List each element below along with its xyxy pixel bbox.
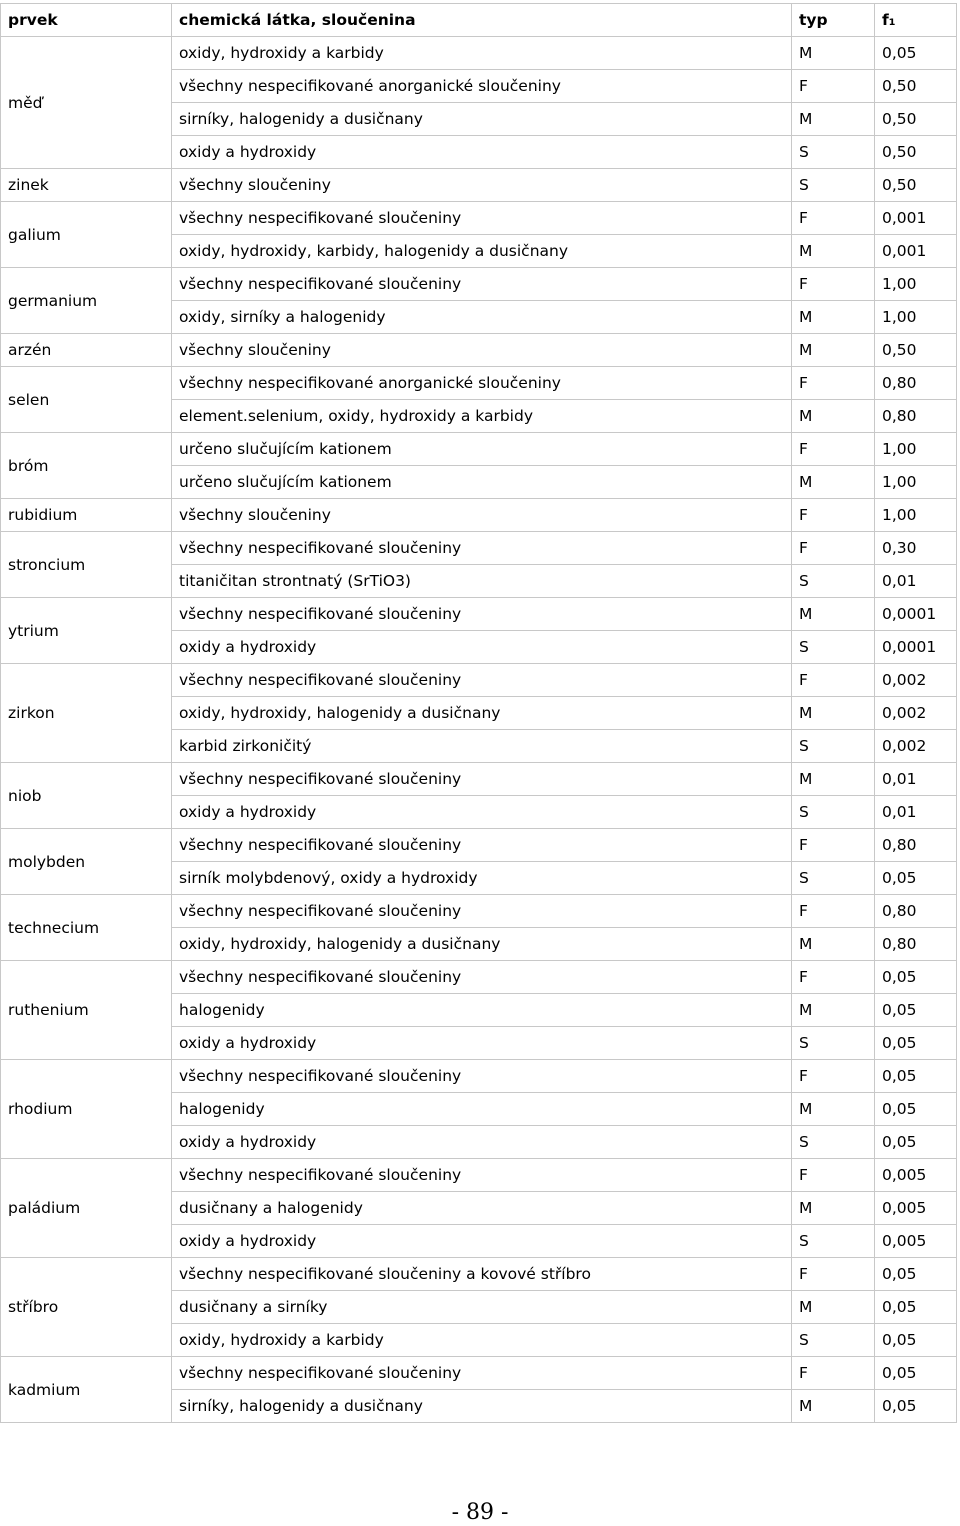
- compound-cell: všechny sloučeniny: [172, 499, 792, 532]
- element-cell: arzén: [1, 334, 172, 367]
- type-cell: M: [792, 1291, 875, 1324]
- compound-table: [0, 3, 957, 1423]
- factor-cell: 0,50: [875, 103, 957, 136]
- element-cell: germanium: [1, 268, 172, 334]
- type-cell: F: [792, 1258, 875, 1291]
- compound-cell: oxidy, hydroxidy, halogenidy a dusičnany: [172, 928, 792, 961]
- factor-cell: 1,00: [875, 466, 957, 499]
- type-cell: M: [792, 994, 875, 1027]
- factor-cell: 0,005: [875, 1225, 957, 1258]
- type-cell: M: [792, 1390, 875, 1423]
- factor-cell: 0,50: [875, 70, 957, 103]
- compound-cell: všechny nespecifikované sloučeniny: [172, 532, 792, 565]
- factor-cell: 0,05: [875, 37, 957, 70]
- element-cell: stříbro: [1, 1258, 172, 1357]
- compound-cell: všechny nespecifikované sloučeniny: [172, 1357, 792, 1390]
- type-cell: M: [792, 598, 875, 631]
- compound-cell: oxidy a hydroxidy: [172, 1225, 792, 1258]
- type-cell: F: [792, 433, 875, 466]
- type-cell: M: [792, 1192, 875, 1225]
- factor-cell: 0,80: [875, 400, 957, 433]
- compound-cell: sirníky, halogenidy a dusičnany: [172, 1390, 792, 1423]
- compound-cell: určeno slučujícím kationem: [172, 466, 792, 499]
- factor-cell: 0,0001: [875, 598, 957, 631]
- element-cell: kadmium: [1, 1357, 172, 1423]
- table-row: [1, 961, 957, 994]
- factor-cell: 0,05: [875, 1291, 957, 1324]
- factor-cell: 0,01: [875, 763, 957, 796]
- compound-cell: halogenidy: [172, 1093, 792, 1126]
- factor-cell: 0,50: [875, 169, 957, 202]
- header-element: prvek: [1, 4, 172, 37]
- type-cell: F: [792, 532, 875, 565]
- type-cell: S: [792, 1225, 875, 1258]
- factor-cell: 0,05: [875, 994, 957, 1027]
- factor-cell: 0,05: [875, 1093, 957, 1126]
- table-row: [1, 1258, 957, 1291]
- type-cell: S: [792, 796, 875, 829]
- type-cell: F: [792, 664, 875, 697]
- type-cell: M: [792, 400, 875, 433]
- type-cell: M: [792, 301, 875, 334]
- factor-cell: 0,002: [875, 697, 957, 730]
- table-body: [1, 37, 957, 1423]
- table-row: [1, 598, 957, 631]
- type-cell: M: [792, 466, 875, 499]
- factor-cell: 0,005: [875, 1192, 957, 1225]
- element-cell: ruthenium: [1, 961, 172, 1060]
- factor-cell: 0,50: [875, 334, 957, 367]
- table-row: [1, 367, 957, 400]
- compound-cell: sirníky, halogenidy a dusičnany: [172, 103, 792, 136]
- compound-cell: oxidy, sirníky a halogenidy: [172, 301, 792, 334]
- type-cell: M: [792, 37, 875, 70]
- type-cell: S: [792, 1126, 875, 1159]
- factor-cell: 0,80: [875, 367, 957, 400]
- table-row: [1, 334, 957, 367]
- element-cell: ytrium: [1, 598, 172, 664]
- type-cell: S: [792, 1324, 875, 1357]
- type-cell: M: [792, 334, 875, 367]
- compound-cell: všechny nespecifikované sloučeniny: [172, 664, 792, 697]
- compound-cell: oxidy a hydroxidy: [172, 796, 792, 829]
- factor-cell: 0,001: [875, 202, 957, 235]
- type-cell: S: [792, 565, 875, 598]
- header-row: [1, 4, 957, 37]
- element-cell: stroncium: [1, 532, 172, 598]
- table-row: [1, 169, 957, 202]
- compound-cell: oxidy a hydroxidy: [172, 1027, 792, 1060]
- type-cell: F: [792, 1159, 875, 1192]
- type-cell: S: [792, 169, 875, 202]
- type-cell: F: [792, 268, 875, 301]
- compound-cell: všechny nespecifikované sloučeniny: [172, 202, 792, 235]
- table-row: [1, 1060, 957, 1093]
- compound-cell: halogenidy: [172, 994, 792, 1027]
- compound-cell: všechny nespecifikované sloučeniny: [172, 1159, 792, 1192]
- compound-cell: oxidy a hydroxidy: [172, 136, 792, 169]
- type-cell: M: [792, 1093, 875, 1126]
- header-factor: f₁: [875, 4, 957, 37]
- factor-cell: 0,002: [875, 664, 957, 697]
- type-cell: F: [792, 829, 875, 862]
- element-cell: rubidium: [1, 499, 172, 532]
- compound-cell: všechny nespecifikované sloučeniny: [172, 829, 792, 862]
- compound-cell: titaničitan strontnatý (SrTiO3): [172, 565, 792, 598]
- table-row: [1, 532, 957, 565]
- element-cell: paládium: [1, 1159, 172, 1258]
- page-number: - 89 -: [451, 1500, 509, 1525]
- type-cell: F: [792, 961, 875, 994]
- type-cell: F: [792, 367, 875, 400]
- compound-cell: všechny nespecifikované sloučeniny: [172, 961, 792, 994]
- table-row: [1, 664, 957, 697]
- factor-cell: 0,05: [875, 1258, 957, 1291]
- header-compound: chemická látka, sloučenina: [172, 4, 792, 37]
- compound-cell: karbid zirkoničitý: [172, 730, 792, 763]
- type-cell: S: [792, 136, 875, 169]
- table-row: [1, 895, 957, 928]
- factor-cell: 0,05: [875, 1027, 957, 1060]
- type-cell: F: [792, 1060, 875, 1093]
- element-cell: galium: [1, 202, 172, 268]
- factor-cell: 0,01: [875, 565, 957, 598]
- element-cell: zirkon: [1, 664, 172, 763]
- factor-cell: 0,05: [875, 862, 957, 895]
- factor-cell: 0,80: [875, 928, 957, 961]
- table-row: [1, 829, 957, 862]
- compound-cell: oxidy, hydroxidy, halogenidy a dusičnany: [172, 697, 792, 730]
- factor-cell: 0,50: [875, 136, 957, 169]
- factor-cell: 0,001: [875, 235, 957, 268]
- element-cell: niob: [1, 763, 172, 829]
- type-cell: F: [792, 499, 875, 532]
- factor-cell: 1,00: [875, 301, 957, 334]
- factor-cell: 0,01: [875, 796, 957, 829]
- compound-cell: všechny nespecifikované sloučeniny: [172, 598, 792, 631]
- type-cell: F: [792, 202, 875, 235]
- compound-cell: všechny nespecifikované sloučeniny a kovové stříbro: [172, 1258, 792, 1291]
- table-row: [1, 202, 957, 235]
- table-row: [1, 37, 957, 70]
- type-cell: S: [792, 730, 875, 763]
- factor-cell: 0,05: [875, 1357, 957, 1390]
- table-row: [1, 433, 957, 466]
- compound-cell: dusičnany a halogenidy: [172, 1192, 792, 1225]
- type-cell: M: [792, 103, 875, 136]
- factor-cell: 0,005: [875, 1159, 957, 1192]
- type-cell: F: [792, 70, 875, 103]
- element-cell: technecium: [1, 895, 172, 961]
- compound-cell: oxidy, hydroxidy, karbidy, halogenidy a dusičnany: [172, 235, 792, 268]
- element-cell: měď: [1, 37, 172, 169]
- element-cell: selen: [1, 367, 172, 433]
- table-row: [1, 499, 957, 532]
- type-cell: S: [792, 1027, 875, 1060]
- compound-cell: element.selenium, oxidy, hydroxidy a karbidy: [172, 400, 792, 433]
- factor-cell: 1,00: [875, 268, 957, 301]
- compound-cell: všechny sloučeniny: [172, 169, 792, 202]
- element-cell: zinek: [1, 169, 172, 202]
- compound-cell: určeno slučujícím kationem: [172, 433, 792, 466]
- table-row: [1, 268, 957, 301]
- factor-cell: 1,00: [875, 433, 957, 466]
- factor-cell: 0,80: [875, 895, 957, 928]
- type-cell: M: [792, 697, 875, 730]
- compound-cell: všechny nespecifikované sloučeniny: [172, 1060, 792, 1093]
- compound-table-container: [0, 3, 956, 1423]
- compound-cell: všechny sloučeniny: [172, 334, 792, 367]
- factor-cell: 0,30: [875, 532, 957, 565]
- compound-cell: všechny nespecifikované anorganické sloučeniny: [172, 367, 792, 400]
- element-cell: bróm: [1, 433, 172, 499]
- factor-cell: 0,05: [875, 1060, 957, 1093]
- compound-cell: oxidy a hydroxidy: [172, 1126, 792, 1159]
- table-row: [1, 1357, 957, 1390]
- factor-cell: 0,0001: [875, 631, 957, 664]
- type-cell: S: [792, 631, 875, 664]
- type-cell: M: [792, 763, 875, 796]
- compound-cell: oxidy, hydroxidy a karbidy: [172, 1324, 792, 1357]
- type-cell: S: [792, 862, 875, 895]
- factor-cell: 1,00: [875, 499, 957, 532]
- factor-cell: 0,05: [875, 1390, 957, 1423]
- type-cell: F: [792, 895, 875, 928]
- header-type: typ: [792, 4, 875, 37]
- type-cell: M: [792, 235, 875, 268]
- element-cell: rhodium: [1, 1060, 172, 1159]
- factor-cell: 0,05: [875, 1126, 957, 1159]
- compound-cell: všechny nespecifikované sloučeniny: [172, 895, 792, 928]
- table-row: [1, 1159, 957, 1192]
- factor-cell: 0,80: [875, 829, 957, 862]
- compound-cell: všechny nespecifikované sloučeniny: [172, 268, 792, 301]
- compound-cell: všechny nespecifikované sloučeniny: [172, 763, 792, 796]
- factor-cell: 0,05: [875, 961, 957, 994]
- factor-cell: 0,05: [875, 1324, 957, 1357]
- compound-cell: oxidy, hydroxidy a karbidy: [172, 37, 792, 70]
- compound-cell: všechny nespecifikované anorganické sloučeniny: [172, 70, 792, 103]
- type-cell: F: [792, 1357, 875, 1390]
- table-row: [1, 763, 957, 796]
- compound-cell: dusičnany a sirníky: [172, 1291, 792, 1324]
- type-cell: M: [792, 928, 875, 961]
- factor-cell: 0,002: [875, 730, 957, 763]
- compound-cell: sirník molybdenový, oxidy a hydroxidy: [172, 862, 792, 895]
- compound-cell: oxidy a hydroxidy: [172, 631, 792, 664]
- element-cell: molybden: [1, 829, 172, 895]
